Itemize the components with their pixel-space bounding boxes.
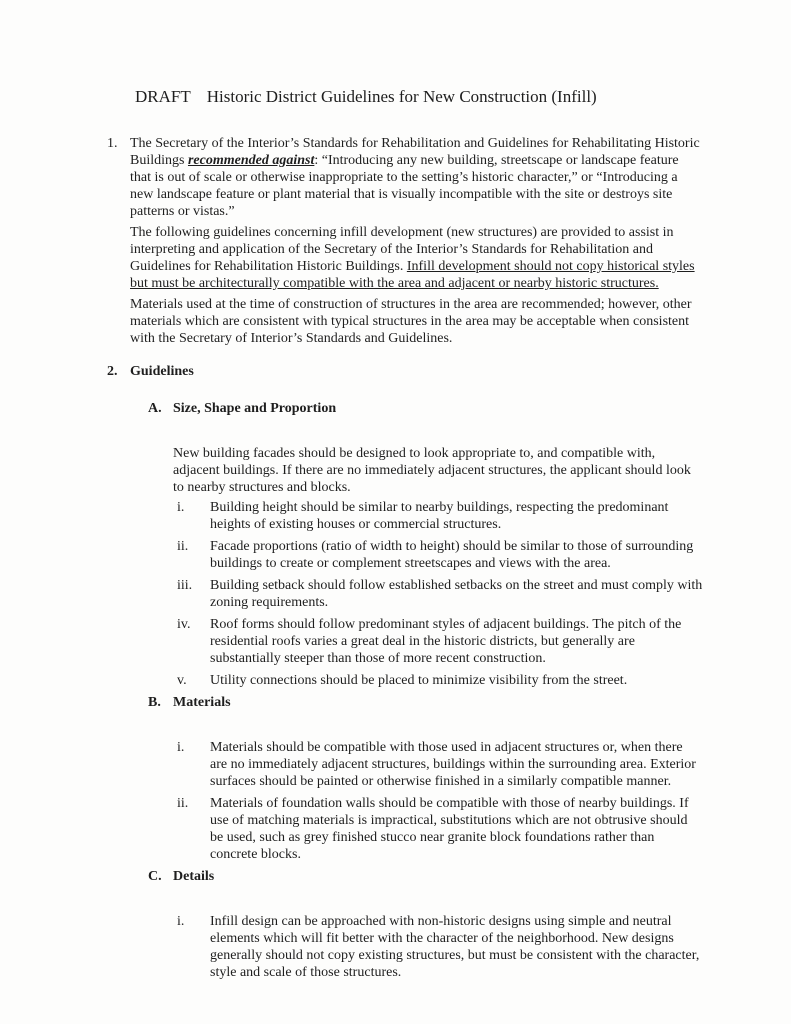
page-title (135, 86, 703, 108)
subsection-materials (130, 694, 703, 863)
item-text: Roof forms should follow predominant styles of adjacent buildings. The pitch of the residential roofs varies a great deal in the historic districts, but generally are substantially steeper than those of more recent construction. (210, 617, 682, 666)
subsection-a-heading-row (148, 400, 703, 417)
item-text: Materials should be compatible with those used in adjacent structures or, when there are no immediately adjacent structures, buildings within the surrounding area. Exterior surfaces should be painted or otherwise finished in a similarly compatible manner. (210, 740, 696, 789)
subsection-a-content (173, 445, 703, 689)
section-2-body (130, 363, 703, 986)
guideline-item-b-ii (173, 795, 703, 863)
guidelines-heading: Guidelines (130, 364, 194, 379)
item-text: Materials of foundation walls should be compatible with those of nearby buildings. If use of matching materials is impractical, substitutions which are not obtrusive should be used, such as grey finished stucco near granite block foundations rather than concrete blocks. (210, 796, 689, 862)
recommended-against-emphasis: recommended against (187, 153, 315, 168)
guideline-item-a-ii (173, 538, 703, 572)
subsection-a-marker: A. (148, 401, 162, 416)
subsection-b-heading: Materials (173, 695, 231, 710)
subsection-c-marker: C. (148, 869, 162, 884)
underlined-infill-statement: Infill development should not copy historical styles but must be architecturally compatible with the area and adjacent or nearby historic structures. (130, 259, 695, 291)
subsection-a-heading: Size, Shape and Proportion (173, 401, 337, 416)
subsection-c-heading-row (148, 868, 703, 885)
paragraph-text: The following guidelines concerning infill development (new structures) are provided to assist in interpreting and application of the Secretary of the Interior’s Standards for Rehabilitation and Guidelines for Rehabilitation Historic Buildings. (130, 225, 674, 274)
paragraph-standards-recommendation (130, 135, 703, 220)
item-marker: i. (177, 740, 185, 755)
paragraph-text: : “Introducing any new building, streetscape or landscape feature that is out of scale or otherwise inappropriate to the setting’s historic character,” or “Introducing a new landscape feature or plant material that is visually incompatible with the site or destroys site patterns or vistas.” (130, 153, 679, 219)
item-marker: ii. (177, 796, 189, 811)
paragraph-materials-note: Materials used at the time of construction of structures in the area are recommended; however, other materials which are consistent with typical structures in the area may be acceptable when consistent with the Secretary of Interior’s Standards and Guidelines. (130, 297, 692, 346)
item-text: Utility connections should be placed to minimize visibility from the street. (210, 673, 628, 688)
item-marker: iv. (177, 617, 191, 632)
subsection-size-shape-proportion (130, 400, 703, 689)
subsection-b-heading-row (148, 694, 703, 711)
draft-label: DRAFT (135, 87, 191, 106)
item-text: Building setback should follow established setbacks on the street and must comply with zoning requirements. (210, 578, 703, 610)
subsection-b-marker: B. (148, 695, 161, 710)
subsection-a-intro: New building facades should be designed to look appropriate to, and compatible with, adjacent buildings. If there are no immediately adjacent structures, the applicant should look to nearby structures and blocks. (173, 446, 691, 495)
section-1-body (130, 135, 703, 347)
item-text: Building height should be similar to nearby buildings, respecting the predominant heights of existing houses or commercial structures. (210, 500, 669, 532)
item-marker: v. (177, 673, 187, 688)
paragraph-infill-guidelines (130, 224, 703, 292)
section-1-marker: 1. (107, 136, 118, 151)
guideline-item-a-i (173, 499, 703, 533)
paragraph-text: The Secretary of the Interior’s Standards for Rehabilitation and Guidelines for Rehabilitating Historic Buildings (130, 136, 700, 168)
item-text: Facade proportions (ratio of width to height) should be similar to those of surrounding buildings to create or complement streetscapes and views with the area. (210, 539, 694, 571)
subsection-details (130, 868, 703, 981)
item-marker: i. (177, 914, 185, 929)
subsection-c-heading: Details (173, 869, 215, 884)
item-marker: ii. (177, 539, 189, 554)
item-marker: iii. (177, 578, 193, 593)
guideline-item-a-iii (173, 577, 703, 611)
item-text: Infill design can be approached with non-historic designs using simple and neutral elements which will fit better with the character of the neighborhood. New designs generally should not copy existing structures, but must be consistent with the character, style and scale of those structures. (210, 914, 700, 980)
guideline-item-a-iv (173, 616, 703, 667)
numbered-section-2 (107, 363, 703, 986)
section-2-marker: 2. (107, 364, 118, 379)
title-text: Historic District Guidelines for New Construction (Infill) (206, 87, 597, 106)
subsection-b-content (173, 739, 703, 863)
guideline-item-a-v (173, 672, 703, 689)
guideline-item-b-i (173, 739, 703, 790)
guideline-item-c-i (173, 913, 703, 981)
numbered-section-1 (107, 135, 703, 347)
item-marker: i. (177, 500, 185, 515)
subsection-c-content (173, 913, 703, 981)
